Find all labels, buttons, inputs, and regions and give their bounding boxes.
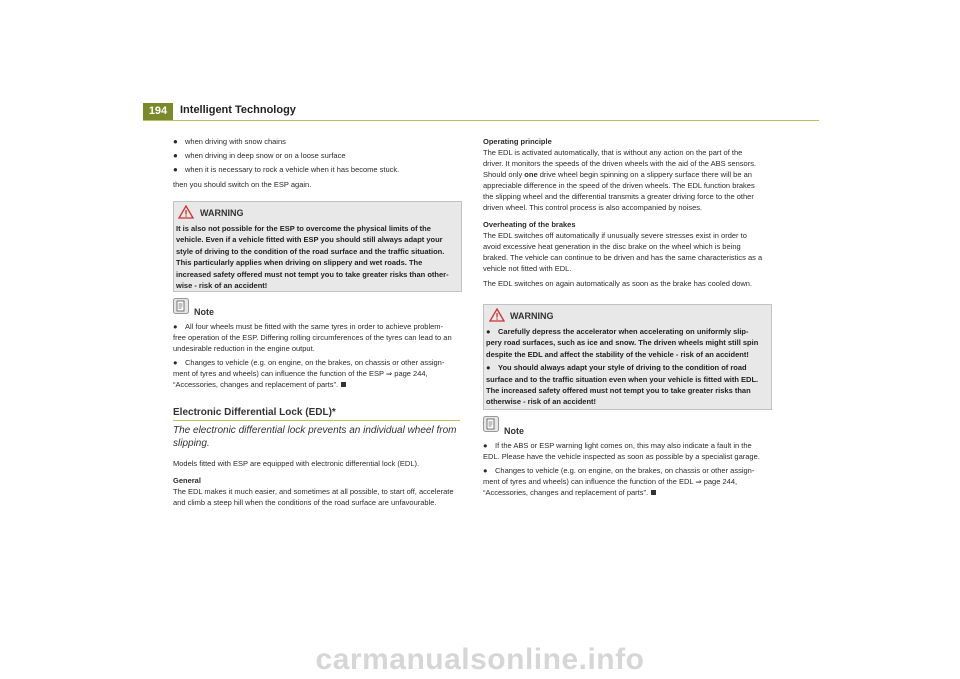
bullet-icon: ● bbox=[483, 441, 488, 450]
list-item: ● Changes to vehicle (e.g. on engine, on the brakes, on chassis or other assign- ment of tyres and wheels) can influence the function of the EDL ⇒ page 244, “Accessories, changes and replacement of parts”. bbox=[483, 466, 755, 497]
bullet-icon: ● bbox=[173, 137, 178, 146]
running-title: Intelligent Technology bbox=[180, 104, 296, 116]
bullet-icon: ● bbox=[483, 466, 488, 475]
note-title: Note bbox=[194, 307, 214, 317]
bullet-icon: ● bbox=[173, 165, 178, 174]
end-mark-icon bbox=[651, 490, 656, 495]
operating-principle-heading: Operating principle bbox=[483, 137, 552, 146]
section-rule bbox=[173, 420, 460, 421]
section-subtitle: The electronic differential lock prevents an individual wheel from slipping. bbox=[173, 425, 457, 449]
warning-triangle-icon bbox=[178, 205, 194, 219]
warning-triangle-icon bbox=[489, 308, 505, 322]
list-item: ● when driving in deep snow or on a loose surface bbox=[173, 151, 346, 160]
header-rule bbox=[143, 120, 819, 121]
note-text bbox=[173, 321, 465, 390]
edl-intro: Models fitted with ESP are equipped with electronic differential lock (EDL). General The EDL makes it much easier, and sometimes at all possible, to start off, accelerate and climb a steep hill when the conditions of the road surface are unfavourable. bbox=[173, 458, 465, 508]
section-title: Electronic Differential Lock (EDL)* bbox=[173, 407, 336, 418]
general-heading: General bbox=[173, 476, 201, 485]
list-item: ● Changes to vehicle (e.g. on engine, on the brakes, on chassis or other assign- ment of tyres and wheels) can influence the function of the ESP ⇒ page 244, “Accessories, changes and replacement of parts”. bbox=[173, 358, 445, 389]
bullet-icon: ● bbox=[486, 327, 491, 336]
list-item: ● If the ABS or ESP warning light comes on, this may also indicate a fault in the EDL. Please have the vehicle inspected as soon as possible by a specialist garage. bbox=[483, 441, 760, 461]
warning-title: WARNING bbox=[200, 208, 244, 218]
list-item: ● when it is necessary to rock a vehicle when it has become stuck. bbox=[173, 165, 400, 174]
list-item: ● All four wheels must be fitted with the same tyres in order to achieve problem- free operation of the ESP. Differing rolling circumferences of the tyres can lead to an undesirable reduction in the engine output. bbox=[173, 322, 452, 353]
warning-text: ● Carefully depress the accelerator when accelerating on uniformly slip- pery road surfaces, such as ice and snow. The driven wheels might still spin despite the EDL and affect the stability of the vehicle - risk of an accident! ● You should always adapt your style of driving to the condition of road surface and to the traffic situation even when your vehicle is fitted with EDL. The increased safety offered must not tempt you to take greater risks than otherwise - risk of an accident! bbox=[486, 327, 759, 407]
bullet-icon: ● bbox=[173, 358, 178, 367]
warning-text: It is also not possible for the ESP to overcome the physical limits of the vehicle. Even if a vehicle fitted with ESP you should still always adapt your style of driving to the condition of the road surface and the traffic situation. This particularly applies when driving on slippery and wet roads. The increased safety offered must not tempt you to take greater risks than other- wise - risk of an accident! bbox=[176, 224, 449, 291]
bullet-icon: ● bbox=[486, 363, 491, 373]
bullet-icon: ● bbox=[173, 322, 178, 331]
right-column-text: Operating principle The EDL is activated automatically, that is without any action on the part of the driver. It monitors the speeds of the driven wheels with the aid of the ABS sensors. Should only one drive wheel begin spinning on a slippery surface there will be an appreciable difference in the speed of the driven wheels. The EDL function brakes the slipping wheel and the differential transmits a greater driving force to the other driven wheel. This control process is also accompanied by noises. Overheating of the brakes The EDL switches off automatically if unusually severe stresses exist in order to avoid excessive heat generation in the disc brake on the wheel which is being braked. The vehicle can continue to be driven and has the same characteristics as a vehicle not fitted with EDL. The EDL switches on again automatically as soon as the brake has cooled down. bbox=[483, 136, 775, 289]
note-icon bbox=[483, 416, 499, 432]
list-item: ● when driving with snow chains bbox=[173, 137, 286, 146]
bullet-icon: ● bbox=[173, 151, 178, 160]
overheating-heading: Overheating of the brakes bbox=[483, 220, 576, 229]
warning-title: WARNING bbox=[510, 311, 554, 321]
end-mark-icon bbox=[341, 382, 346, 387]
note-title: Note bbox=[504, 426, 524, 436]
paragraph: then you should switch on the ESP again. bbox=[173, 180, 312, 189]
note-icon bbox=[173, 298, 189, 314]
left-bullet-list bbox=[173, 136, 465, 193]
page-number: 194 bbox=[143, 103, 173, 120]
note-text bbox=[483, 440, 775, 498]
watermark: carmanualsonline.info bbox=[315, 643, 645, 676]
